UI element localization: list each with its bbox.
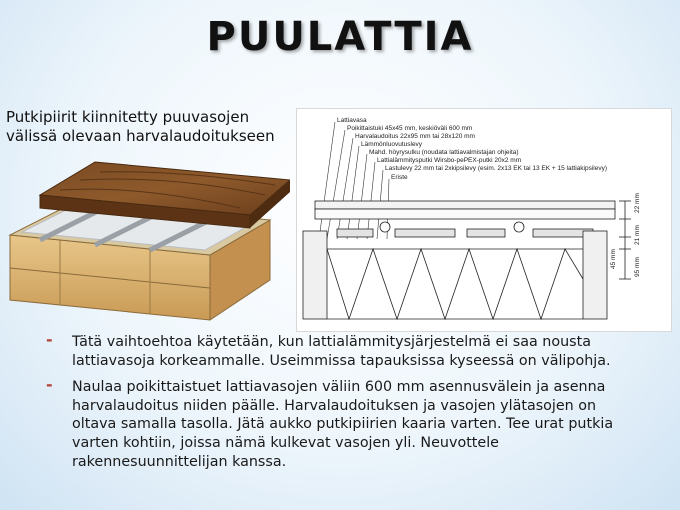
wood-floor-illustration — [0, 140, 290, 330]
label-eriste: Eriste — [391, 174, 408, 181]
label-lattialammitysputki: Lattialämmitysputki Wirsbo-pePEX-putki 20x2 mm — [377, 157, 522, 164]
bullet-text: Tätä vaihtoehtoa käytetään, kun lattialämmitysjärjestelmä ei saa nousta lattiavasoja korkeammalle. Useimmissa tapauksissa kyseessä on välipohja. — [72, 334, 611, 369]
dash-marker-icon: - — [46, 330, 53, 349]
label-lastulevy: Lastulevy 22 mm tai 2xkipsilevy (esim. 2x13 EK tai 13 EK + 15 lattiakipsilevy) — [385, 165, 607, 172]
dim-21mm: 21 mm — [634, 225, 641, 245]
dash-marker-icon: - — [46, 375, 53, 395]
label-lammonluovutuslevy: Lämmönluovutuslevy — [361, 141, 423, 148]
slide-title: PUULATTIA — [206, 14, 474, 60]
bullet-item — [40, 375, 640, 471]
dim-45mm: 45 mm — [610, 249, 617, 269]
label-hoyrysulku: Mahd. höyrysulku (noudata lattiavalmistajan ohjeita) — [369, 149, 519, 156]
label-poikittaistuki: Poikittaistuki 45x45 mm, keskiöväli 600 mm — [347, 125, 473, 132]
photo-caption: Putkipiirit kiinnitetty puuvasojen välissä olevaan harvalaudoitukseen — [6, 108, 275, 145]
bullet-item — [40, 330, 640, 370]
dim-95mm: 95 mm — [634, 257, 641, 277]
bullet-text: Naulaa poikittaistuet lattiavasojen väliin 600 mm asennusvälein ja asenna harvalaudoitus niiden päälle. Harvalaudoituksen ja vasojen ylätasojen on oltava samalla tasolla. Jätä aukko putkipiirien kaaria varten. Tee urat putkia varten kohtiin, joissa nämä kulkevat vasojen yli. Neuvottele rakennesuunnittelijan kanssa. — [72, 379, 614, 470]
label-harvalaudoitus: Harvalaudoitus 22x95 mm tai 28x120 mm — [355, 133, 475, 140]
label-lattiavasa: Lattiavasa — [337, 117, 367, 124]
bullet-list — [40, 330, 640, 479]
section-drawing — [296, 108, 672, 332]
dim-22mm: 22 mm — [634, 193, 641, 213]
